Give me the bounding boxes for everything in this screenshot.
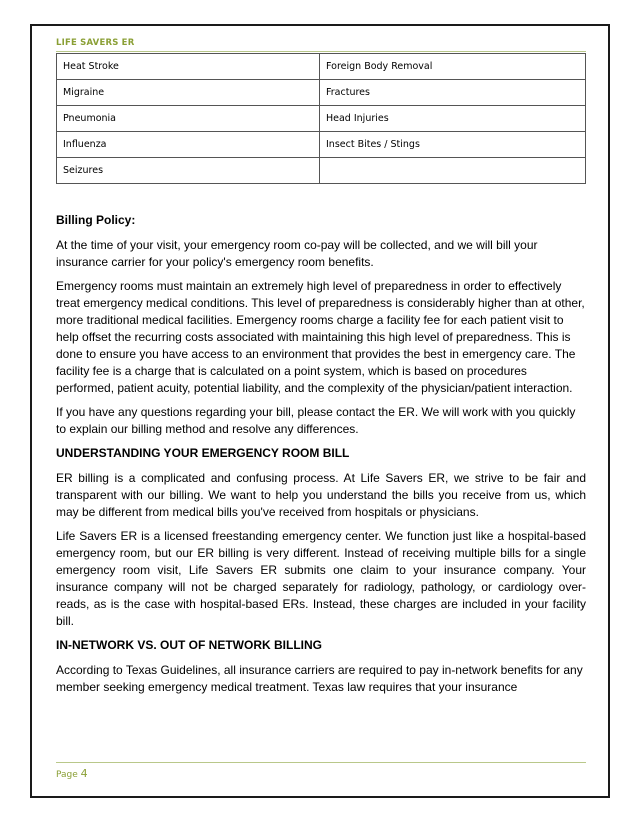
table-cell: Head Injuries xyxy=(320,106,586,132)
table-cell: Heat Stroke xyxy=(57,54,320,80)
page-footer xyxy=(56,767,88,780)
billing-policy-heading: Billing Policy: xyxy=(56,213,136,227)
conditions-table xyxy=(56,53,586,184)
page-number: 4 xyxy=(80,767,88,780)
billing-paragraph: If you have any questions regarding your bill, please contact the ER. We will work with you quickly to explain our billing method and resolve any differences. xyxy=(56,405,576,436)
table-cell xyxy=(320,158,586,184)
table-cell: Seizures xyxy=(57,158,320,184)
understanding-heading: UNDERSTANDING YOUR EMERGENCY ROOM BILL xyxy=(56,446,350,460)
table-cell: Migraine xyxy=(57,80,320,106)
table-row xyxy=(57,158,586,184)
table-cell: Insect Bites / Stings xyxy=(320,132,586,158)
page-label: Page xyxy=(56,770,78,780)
network-heading: IN-NETWORK VS. OUT OF NETWORK BILLING xyxy=(56,638,322,652)
table-row xyxy=(57,106,586,132)
table-row xyxy=(57,80,586,106)
table-row xyxy=(57,132,586,158)
table-cell: Pneumonia xyxy=(57,106,320,132)
table-row xyxy=(57,54,586,80)
footer-rule xyxy=(56,762,586,763)
understanding-paragraph: Life Savers ER is a licensed freestanding emergency center. We function just like a hospital-based emergency room, but our ER billing is very different. Instead of receiving multiple bills for a single emergency room visit, Life Savers ER submits one claim to your insurance company. Your insurance company will not be charged separately for radiology, pathology, or cardiology over-reads, as is the case with hospital-based ERs. Instead, these charges are included in your facility bill. xyxy=(56,529,586,628)
table-cell: Influenza xyxy=(57,132,320,158)
understanding-paragraph: ER billing is a complicated and confusing process. At Life Savers ER, we strive to be fair and transparent with our billing. We want to help you understand the bills you receive from us, which may be different from medical bills you've received from hospitals or physicians. xyxy=(56,471,586,519)
body-text xyxy=(56,212,586,703)
billing-paragraph: At the time of your visit, your emergency room co-pay will be collected, and we will bill your insurance carrier for your policy's emergency room benefits. xyxy=(56,238,538,269)
running-header: LIFE SAVERS ER xyxy=(56,38,135,48)
billing-paragraph: Emergency rooms must maintain an extremely high level of preparedness in order to effectively treat emergency medical conditions. This level of preparedness is considerably higher than at other, more traditional medical facilities. Emergency rooms charge a facility fee for each patient visit to help offset the recurring costs associated with maintaining this high level of preparedness. This is done to ensure you have access to an environment that provides the best in emergency care. The facility fee is a charge that is calculated on a point system, which is based on procedures performed, patient acuity, potential liability, and the complexity of the physician/patient interaction. xyxy=(56,279,585,395)
table-cell: Foreign Body Removal xyxy=(320,54,586,80)
header-rule xyxy=(56,51,586,52)
network-paragraph: According to Texas Guidelines, all insurance carriers are required to pay in-network benefits for any member seeking emergency medical treatment. Texas law requires that your insurance xyxy=(56,663,583,694)
table-cell: Fractures xyxy=(320,80,586,106)
